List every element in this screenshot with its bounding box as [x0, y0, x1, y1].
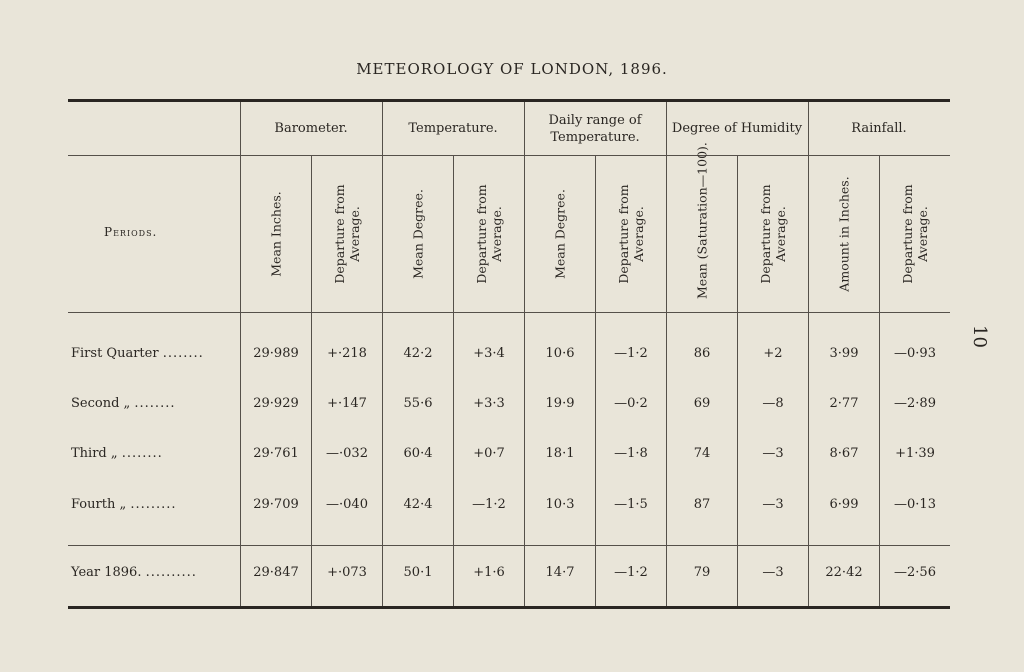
- table-cell: 3·99: [829, 346, 859, 361]
- table-cell: 8·67: [829, 446, 859, 461]
- column-rule: [382, 102, 383, 606]
- column-rule: [808, 102, 809, 606]
- total-row-rule: [68, 545, 950, 546]
- column-rule: [666, 102, 667, 606]
- row-label: [71, 497, 177, 512]
- table-cell: —1·2: [614, 346, 648, 361]
- subheader-temp-departure: Departure from Average.: [474, 184, 504, 284]
- table-cell: 18·1: [545, 446, 575, 461]
- row-leader-dots: ..........: [145, 565, 197, 580]
- table-cell: —3: [762, 565, 784, 580]
- group-header-temperature: Temperature.: [408, 121, 498, 136]
- subheader-rain-departure: Departure from Average.: [900, 184, 930, 284]
- subheader-baro-mean: Mean Inches.: [268, 191, 284, 277]
- column-rule: [595, 155, 596, 606]
- table-cell: —1·5: [614, 497, 648, 512]
- table-cell: —0·13: [894, 497, 936, 512]
- column-rule: [879, 155, 880, 606]
- total-row-label: [71, 565, 197, 580]
- group-header-rule: [68, 155, 950, 156]
- table-cell: 79: [693, 565, 711, 580]
- table-cell: —1·8: [614, 446, 648, 461]
- table-cell: +·073: [327, 565, 367, 580]
- subheader-range-mean: Mean Degree.: [552, 189, 568, 279]
- subheader-humidity-mean: Mean (Saturation—100).: [694, 142, 710, 299]
- row-leader-dots: .........: [130, 497, 177, 512]
- table-cell: 42·2: [403, 346, 433, 361]
- periods-header: Periods.: [104, 225, 158, 239]
- column-rule: [453, 155, 454, 606]
- subheader-range-departure: Departure from Average.: [616, 184, 646, 284]
- table-cell: 10·6: [545, 346, 575, 361]
- row-label-text: First Quarter: [71, 346, 163, 361]
- table-cell: 55·6: [403, 396, 433, 411]
- row-label: [71, 396, 175, 411]
- table-cell: —1·2: [472, 497, 506, 512]
- table-cell: 86: [693, 346, 711, 361]
- table-cell: 29·929: [253, 396, 299, 411]
- column-rule: [737, 155, 738, 606]
- table-cell: 29·709: [253, 497, 299, 512]
- table-cell: 2·77: [829, 396, 859, 411]
- group-header-rainfall: Rainfall.: [851, 121, 907, 136]
- table-cell: 87: [693, 497, 711, 512]
- group-header-barometer: Barometer.: [274, 121, 348, 136]
- table-cell: +3·3: [473, 396, 505, 411]
- page-title: METEOROLOGY OF LONDON, 1896.: [356, 60, 668, 78]
- table-cell: 22·42: [825, 565, 863, 580]
- table-cell: 42·4: [403, 497, 433, 512]
- row-label-text: Third „: [71, 446, 122, 461]
- table-cell: +3·4: [473, 346, 505, 361]
- subheader-temp-mean: Mean Degree.: [410, 189, 426, 279]
- row-leader-dots: ........: [121, 446, 163, 461]
- row-label-text: Fourth „: [71, 497, 131, 512]
- subheader-rain-amount: Amount in Inches.: [836, 176, 852, 292]
- table-cell: +0·7: [473, 446, 505, 461]
- table-cell: —0·93: [894, 346, 936, 361]
- table-cell: 6·99: [829, 497, 859, 512]
- table-cell: 60·4: [403, 446, 433, 461]
- table-cell: 29·847: [253, 565, 299, 580]
- table-cell: 19·9: [545, 396, 575, 411]
- column-rule: [311, 155, 312, 606]
- group-header-daily-range: Daily range of Temperature.: [548, 112, 642, 145]
- subheader-humidity-departure: Departure from Average.: [758, 184, 788, 284]
- table-cell: 29·989: [253, 346, 299, 361]
- table-cell: 14·7: [545, 565, 575, 580]
- row-label-text: Year 1896.: [71, 565, 146, 580]
- table-cell: —1·2: [614, 565, 648, 580]
- table-cell: 10·3: [545, 497, 575, 512]
- table-cell: —3: [762, 497, 784, 512]
- column-rule: [524, 102, 525, 606]
- table-cell: 74: [693, 446, 711, 461]
- table-cell: —2·89: [894, 396, 936, 411]
- page-number: 10: [968, 325, 990, 348]
- row-label: [71, 346, 204, 361]
- table-bottom-rule: [68, 606, 950, 609]
- subheader-rule: [68, 312, 950, 313]
- subheader-baro-departure: Departure from Average.: [332, 184, 362, 284]
- table-cell: +1·39: [895, 446, 935, 461]
- table-cell: —8: [762, 396, 784, 411]
- table-cell: +·147: [327, 396, 367, 411]
- table-cell: —2·56: [894, 565, 936, 580]
- column-rule: [240, 102, 241, 606]
- table-cell: 50·1: [403, 565, 433, 580]
- table-cell: —3: [762, 446, 784, 461]
- row-leader-dots: ........: [134, 396, 176, 411]
- row-label: [71, 446, 163, 461]
- table-cell: +2: [763, 346, 783, 361]
- group-header-humidity: Degree of Humidity: [671, 121, 803, 136]
- row-leader-dots: ........: [162, 346, 204, 361]
- table-cell: 29·761: [253, 446, 299, 461]
- row-label-text: Second „: [71, 396, 135, 411]
- table-cell: 69: [693, 396, 711, 411]
- table-cell: +1·6: [473, 565, 505, 580]
- table-cell: +·218: [327, 346, 367, 361]
- table-cell: —·032: [326, 446, 368, 461]
- table-cell: —0·2: [614, 396, 648, 411]
- table-cell: —·040: [326, 497, 368, 512]
